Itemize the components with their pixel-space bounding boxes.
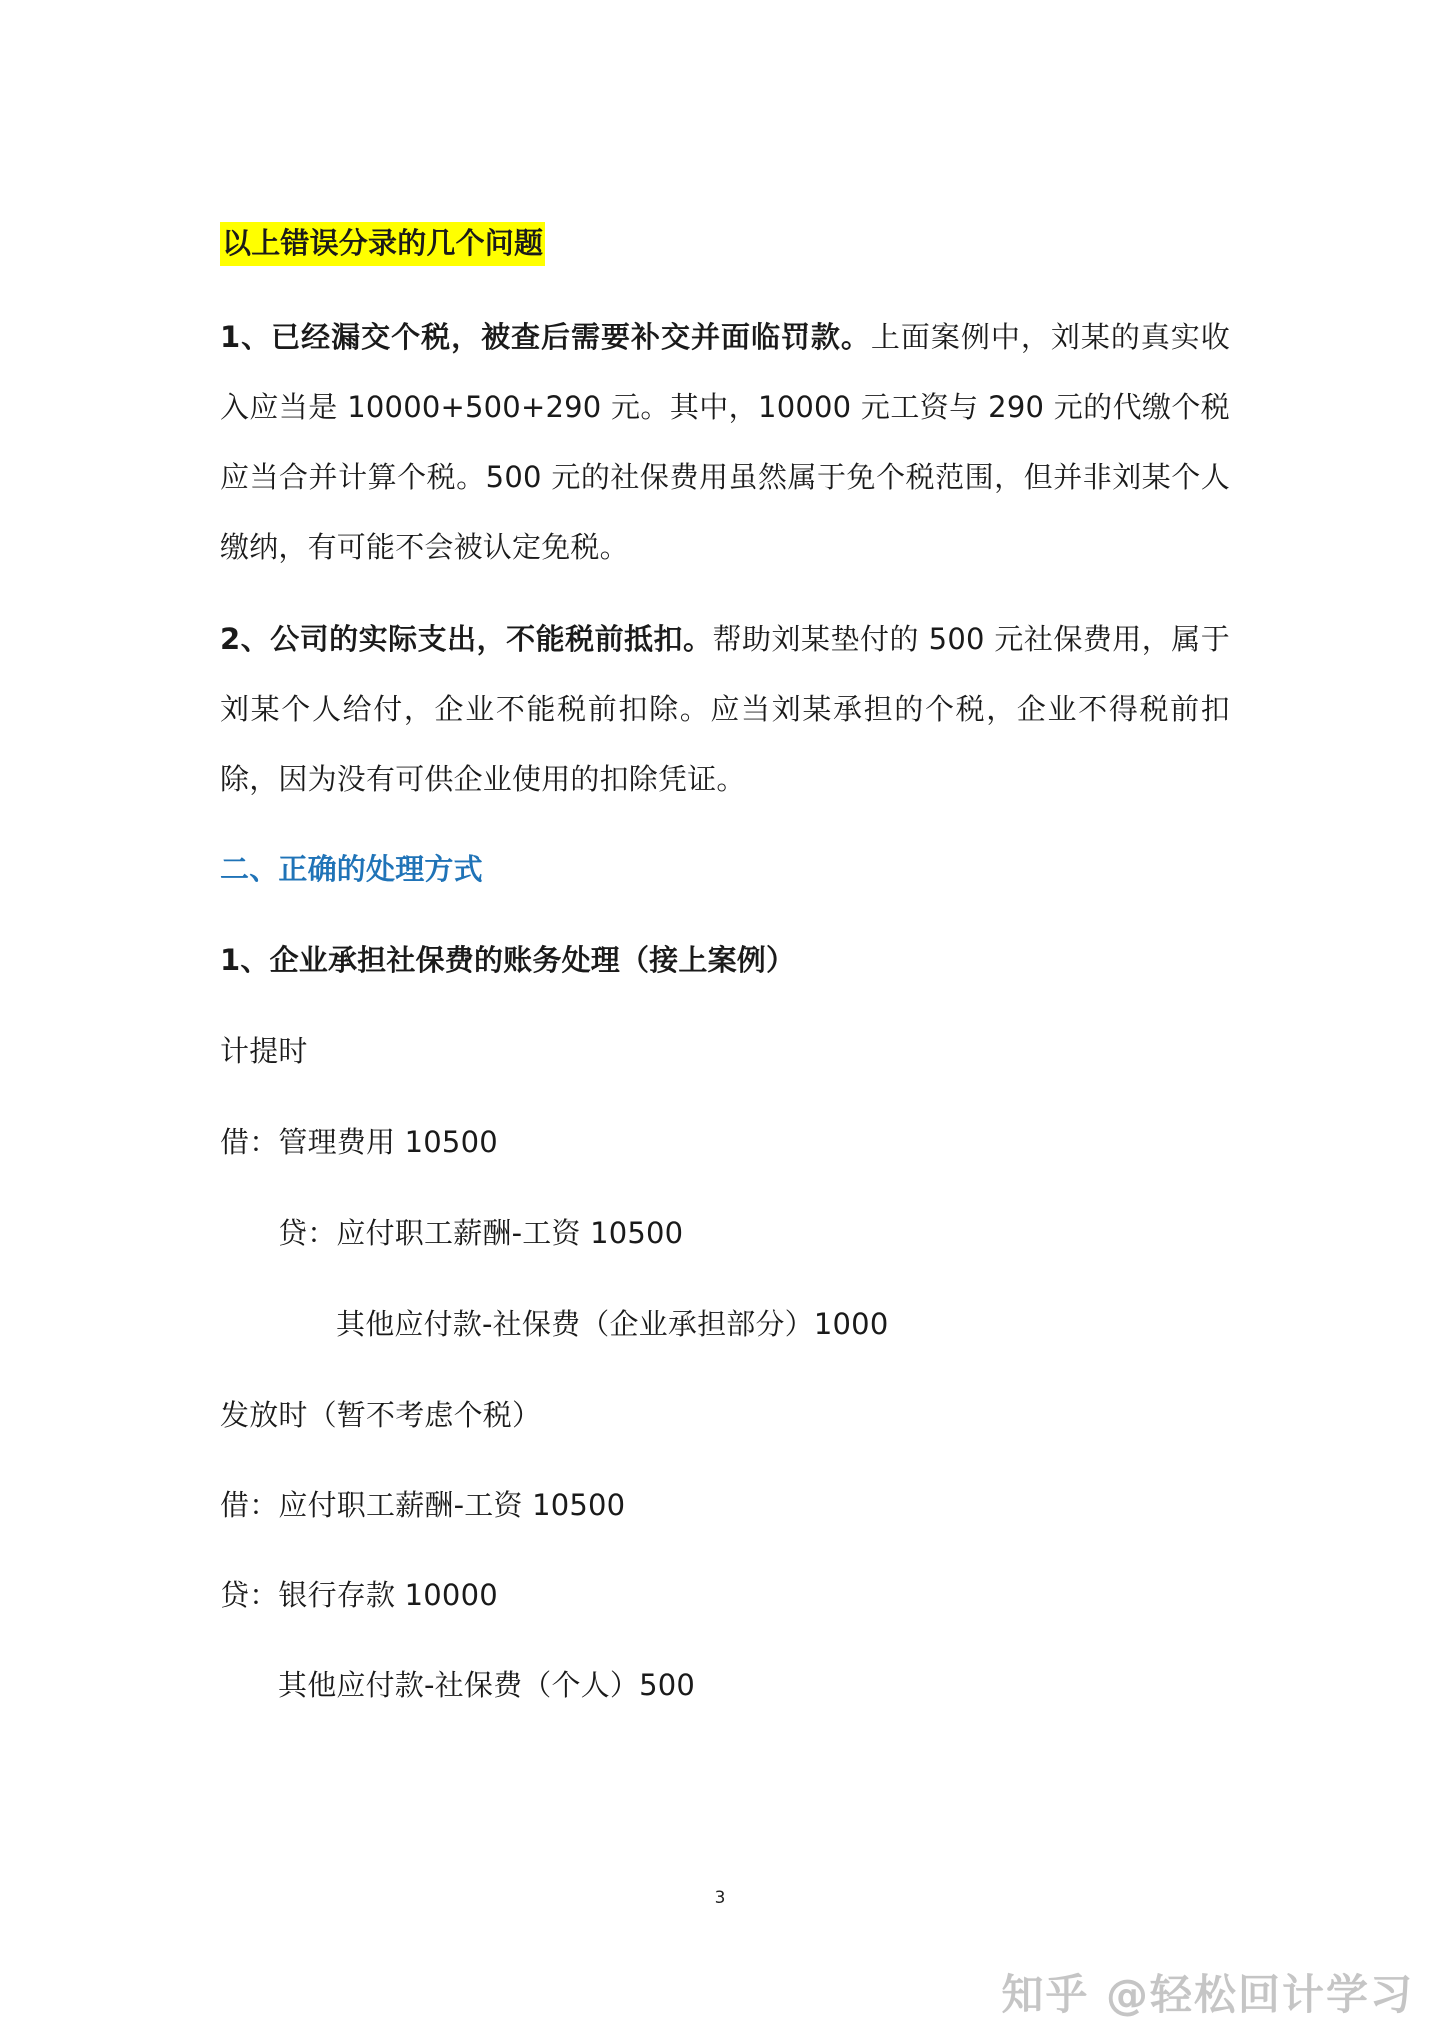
highlight-heading-text: 以上错误分录的几个问题: [220, 222, 545, 266]
payment-debit-entry: 借：应付职工薪酬-工资 10500: [220, 1488, 626, 1522]
accrual-credit-entry-2: 其他应付款-社保费（企业承担部分）1000: [336, 1307, 889, 1341]
issue-2-paragraph: [220, 604, 1230, 814]
subsection-1-title: 1、企业承担社保费的账务处理（接上案例）: [220, 943, 796, 977]
highlighted-heading: [220, 208, 1230, 278]
payment-credit-entry-1: 贷：银行存款 10000: [220, 1578, 498, 1612]
accrual-credit-entry-1: 贷：应付职工薪酬-工资 10500: [278, 1216, 684, 1250]
zhihu-watermark: 知乎 @轻松回计学习: [1001, 1970, 1414, 2019]
page-number: 3: [714, 1888, 726, 1908]
accrual-debit-entry: 借：管理费用 10500: [220, 1125, 498, 1159]
section-2-title: 二、正确的处理方式: [220, 852, 483, 886]
payment-credit-entry-2: 其他应付款-社保费（个人）500: [278, 1668, 696, 1702]
payment-label: 发放时（暂不考虑个税）: [220, 1398, 542, 1432]
issue-1-lead: 1、已经漏交个税，被查后需要补交并面临罚款。: [220, 320, 871, 354]
accrual-label: 计提时: [220, 1034, 308, 1068]
issue-2-lead: 2、公司的实际支出，不能税前抵扣。: [220, 622, 713, 656]
issue-2-body: 帮助刘某垫付的 500 元社保费用，属于刘某个人给付，企业不能税前扣除。应当刘某承担的个税，企业不得税前扣除，因为没有可供企业使用的扣除凭证。: [220, 622, 1230, 796]
issue-1-paragraph: [220, 302, 1230, 582]
issue-1-body: 上面案例中，刘某的真实收入应当是 10000+500+290 元。其中，10000 元工资与 290 元的代缴个税应当合并计算个税。500 元的社保费用虽然属于免个税范围，但并非刘某个人缴纳，有可能不会被认定免税。: [220, 320, 1230, 564]
